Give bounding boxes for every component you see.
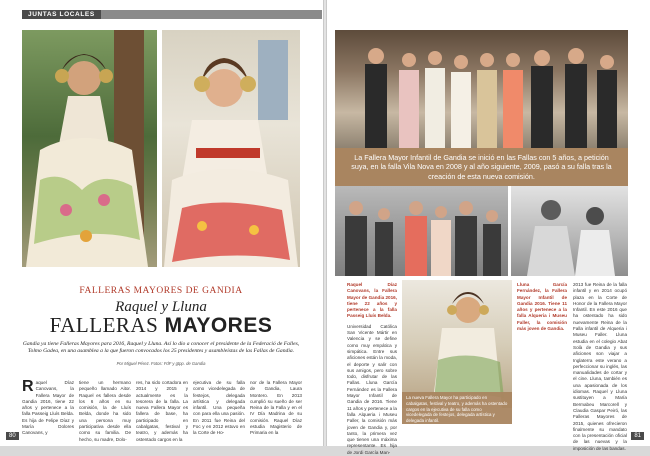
article-byline: Por Miguel Pérez. Fotos: FdF y gtpp. de Gandia — [116, 361, 206, 366]
group-figures — [335, 30, 628, 148]
headline-word-2: MAYORES — [164, 314, 273, 337]
body-text-1: aquel Díaz Canovans, la Fallera Mayor de Gandia 2016, tiene 22 años y pertenece a la falla Passeig Lluís Belda. Es hija de Felipe Díaz y María Dolores Canovans, y — [22, 380, 74, 436]
body-column-1 — [22, 380, 74, 442]
section-tab — [22, 10, 322, 20]
photo-group — [335, 30, 628, 148]
section-label: JUNTAS LOCALES — [22, 10, 101, 19]
page-number-right: 81 — [631, 432, 644, 440]
article-kicker: FALLERAS MAYORES DE GANDIA — [79, 286, 243, 296]
body-column-2: tiene un hermano pequeño llamado Aitor. Raquel es fallera desde los 6 años en su comisión, la de Lluís Belda, donde ha sido una persona muy participativa desde ella como su familia. De hecho, su madre, Dolo- — [79, 380, 131, 442]
body-column-3: res, ha sido cortadora en 2014 y 2015 y actualmente es la tesorera de la falla. La nueva Fallera Mayor es fallera de base, ha participado en cabalgatas, festival y teatro, y además ha ostentado cargos en la — [136, 380, 188, 442]
detail-figure — [402, 280, 512, 408]
headline-word-1: FALLERAS — [49, 313, 159, 337]
fallera-figure-2 — [162, 30, 300, 267]
right-lead-2: Lluna García Fernández, la Fallera Mayor Infantil de Gandia 2016. Tiene 11 años y pertenece a la falla Alqueria i Museu Faller, la comisión más joven de Gandia. — [517, 282, 567, 332]
bw-figures — [511, 186, 628, 276]
fallera-figure-1 — [22, 30, 157, 267]
right-lead-1: Raquel Díaz Canovans, la Fallera Mayor de Gandia 2016, tiene 22 años y pertenece a la falla Passeig Lluís Belda. — [347, 282, 397, 319]
inset-caption: La nueva Fallera Mayor ha participado en cabalgatas, festival y teatro, y además ha ostentado cargos en la ejecutiva de su falla como vicedelegada de festejos, delegada artística y delegada infantil. — [402, 392, 512, 424]
right-column-1 — [347, 282, 397, 455]
photo-ceremony — [335, 186, 508, 276]
photo-fallera-mayor — [22, 30, 157, 267]
body-column-5: nor de la Fallera Mayor de Gandia, Laura Montero. En 2013 cumplió su sueño de ser Reina de la Falla y en el IV Día Madrina de su comisión. Raquel Díaz estudia Magisterio de Primaria en la — [250, 380, 302, 436]
article-headline — [22, 313, 300, 338]
right-body-1: Universidad Católica San Vicente Mártir en Valencia y se define como muy empática y simpática. Entre sus aficiones están la moda, el deporte y salir con sus amigos, pero sobre todo, disfrutar de las Fallas. Lluna García Fernández es la Fallera Mayor Infantil de Gandia de 2016. Tiene 11 años y pertenece a la falla Alqueria i Museu Faller, la comisión más joven de Gandia y, por tanto, la primera vez que tienen una máxima representante. Es hija de Jordi García Man- — [347, 323, 397, 455]
photo-caption-banner: La Fallera Mayor Infantil de Gandia se inició en las Fallas con 5 años, a petición suya, en la falla Vila Nova en 2008 y al año siguiente, 2009, pasó a su falla tras la creación de esta nueva comisión. — [335, 148, 628, 186]
drop-cap: R — [22, 378, 34, 395]
article-subhead: Raquel y Lluna — [115, 299, 207, 315]
article-deck: Gandia ya tiene Falleras Mayores para 2016, Raquel y Lluna. Así lo dio a conocer el presidente de la Federació de Falles, Tolmo Gadea, en una asamblea a la que fueron convocados los 25 presidentes y asambleístas de las Fallas de Gandia. — [22, 341, 300, 355]
body-column-4: ejecutiva de su falla como vicedelegada de festejos, delegada artística y delegada infantil. Una pequeña con para ella una pasión. En 2011 fue Reina del Foc y en 2012 estuvo en la Corte de Ho- — [193, 380, 245, 436]
photo-fallera-detail — [402, 280, 512, 408]
photo-bw-portrait — [511, 186, 628, 276]
right-column-2 — [517, 282, 567, 436]
photo-fallera-infantil — [162, 30, 300, 267]
right-column-3: 2013 fue Reina de la falla infantil y en 2014 ocupó plaza en la Corte de Honor de la Fallera Mayor Infantil. En este 2016 que ha ostentado ha sido nuevamente Reina de la Falla infantil de Alqueria i Museu Faller. Lluna estudia en el colegio Abat Solà de Gandia y sus aficiones son viajar a Inglaterra este verano a perfeccionar su inglés, las manualidades de cortar y el cine. Lluna, también es una apasionada de los idiomas. Raquel y Lluna sustituyen a María Bermabeu Marcorell y Claudia Gaspar Peiró, las Falleras Mayores de 2015, quienes ofrecieron finalmente su mandato con la presentación oficial de las nuevas y la imposición de las bandas. — [573, 282, 627, 451]
left-page — [0, 0, 323, 446]
page-number-left: 80 — [6, 432, 19, 440]
right-page — [327, 0, 650, 455]
ceremony-figures — [335, 186, 508, 276]
